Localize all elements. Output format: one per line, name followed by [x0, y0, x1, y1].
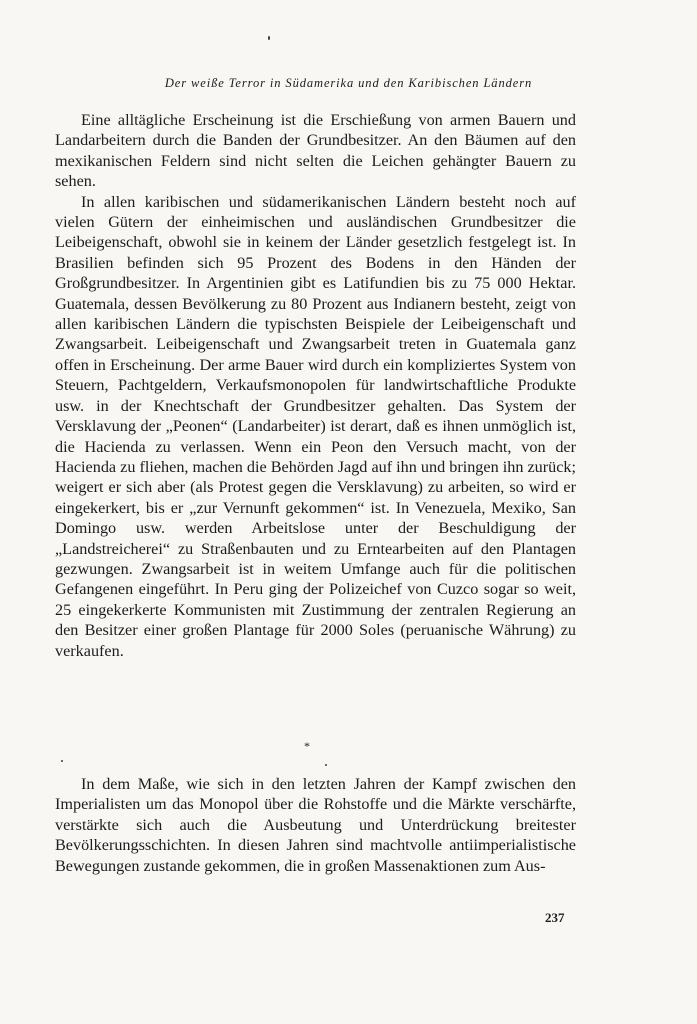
text-block-after-separator: [55, 774, 576, 876]
paragraph: In dem Maße, wie sich in den letzten Jahren der Kampf zwischen den Imperialisten um das Monopol über die Rohstoffe und die Märkte verschärfte, verstärkte sich auch die Ausbeutung und Unterdrückung breitester Bevölkerungsschichten. In diesen Jahren sind machtvolle antiimperialistische Bewegungen zustande gekommen, die in großen Massenaktionen zum Aus-: [55, 775, 576, 875]
text-block-main: [55, 110, 576, 661]
print-speck: [325, 764, 327, 766]
running-header: Der weiße Terror in Südamerika und den Karibischen Ländern: [164, 76, 533, 90]
print-speck: [268, 36, 270, 40]
section-separator-asterisk: *: [304, 739, 310, 753]
print-speck: [61, 760, 63, 762]
paragraph: Eine alltägliche Erscheinung ist die Erschießung von armen Bauern und Landarbeitern durch die Banden der Grundbesitzer. An den Bäumen auf den mexikanischen Feldern sind nicht selten die Leichen gehängter Bauern zu sehen.: [55, 111, 576, 191]
paragraph: In allen karibischen und südamerikanischen Ländern besteht noch auf vielen Gütern der einheimischen und ausländischen Grundbesitzer die Leibeigenschaft, obwohl sie in keinem der Länder gesetzlich festgelegt ist. In Brasilien befinden sich 95 Prozent des Bodens in den Händen der Großgrundbesitzer. In Argentinien gibt es Latifundien bis zu 75 000 Hektar. Guatemala, dessen Bevölkerung zu 80 Prozent aus Indianern besteht, zeigt von allen karibischen Ländern die typischsten Beispiele der Leibeigenschaft und Zwangsarbeit. Leibeigenschaft und Zwangsarbeit treten in Guatemala ganz offen in Erscheinung. Der arme Bauer wird durch ein kompliziertes System von Steuern, Pachtgeldern, Verkaufsmonopolen für landwirtschaftliche Produkte usw. in der Knechtschaft der Grundbesitzer gehalten. Das System der Versklavung der „Peonen“ (Landarbeiter) ist derart, daß es ihnen unmöglich ist, die Hacienda zu verlassen. Wenn ein Peon den Versuch macht, von der Hacienda zu fliehen, machen die Behörden Jagd auf ihn und bringen ihn zurück; weigert er sich aber (als Protest gegen die Versklavung) zu arbeiten, so wird er eingekerkert, bis er „zur Vernunft gekommen“ ist. In Venezuela, Mexiko, San Domingo usw. werden Arbeitslose unter der Beschuldigung der „Landstreicherei“ zu Straßenbauten und zu Erntearbeiten auf den Plantagen gezwungen. Zwangsarbeit ist in weitem Umfange auch für die politischen Gefangenen eingeführt. In Peru ging der Polizeichef von Cuzco sogar so weit, 25 eingekerkerte Kommunisten mit Zustimmung der zentralen Regierung an den Besitzer einer großen Plantage für 2000 Soles (peruanische Währung) zu verkaufen.: [55, 192, 576, 660]
page-number: 237: [545, 910, 565, 925]
